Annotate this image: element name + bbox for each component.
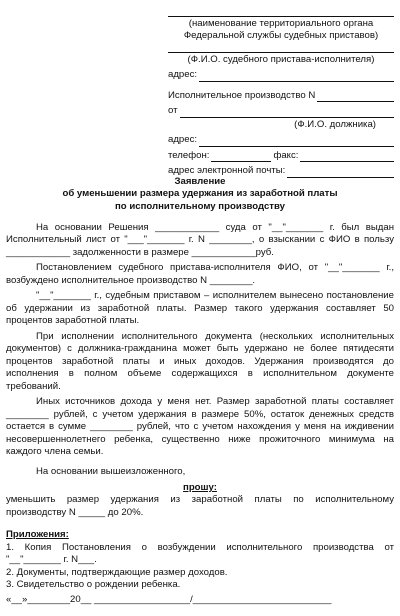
proceeding-label: Исполнительное производство N [168, 89, 316, 101]
phone-line [211, 151, 271, 162]
paragraph-withholding-order: "__"_______ г., судебным приставом – исполнителем вынесено постановление об удержании из заработной платы. Размер такого удержания составляет 50 процентов заработной платы. [6, 290, 394, 327]
paragraph-based-on: На основании вышеизложенного, [36, 466, 186, 478]
debtor-address-line [199, 136, 394, 147]
attachment-item: 1. Копия Постановления о возбуждении исполнительного производства от "__"_______ г. N___. [6, 541, 394, 566]
attachment-item: 3. Свидетельство о рождении ребенка. [6, 579, 181, 591]
addressee-block [168, 8, 394, 178]
request-heading: прошу: [183, 481, 217, 493]
address-label: адрес: [168, 69, 198, 81]
paragraph-request: уменьшить размер удержания из заработной платы по исполнительному производству N _____ до 20%. [6, 494, 394, 518]
org-caption: (наименование территориального органа Федеральной службы судебных приставов) [183, 18, 379, 42]
title-line-2: об уменьшении размера удержания из заработной платы [62, 188, 338, 200]
attachment-item: 2. Документы, подтверждающие размер доходов. [6, 566, 228, 578]
proceeding-row [168, 90, 394, 102]
debtor-name-line [180, 107, 394, 118]
email-label: адрес электронной почты: [168, 165, 286, 177]
address-line [199, 71, 394, 82]
debtor-caption: (Ф.И.О. должника) [294, 118, 376, 130]
bailiff-name-line [168, 44, 394, 53]
document-body [6, 222, 394, 592]
fax-line [300, 151, 394, 162]
from-row [168, 105, 394, 117]
phone-label: телефон: [168, 149, 210, 161]
title-line-3: по исполнительному производству [115, 200, 285, 212]
debtor-address-label: адрес: [168, 134, 198, 146]
paragraph-income: Иных источников дохода у меня нет. Размер заработной платы составляет ________ рублей, с учетом удержания в размере 50%, остаток денежных средств остается в сумме ________ рублей, что с учетом нахождения у меня на иждивении несовершеннолетнего ребенка, существенно ниже прожиточного минимума на каждого члена семьи. [6, 396, 394, 457]
proceeding-number-line [317, 91, 394, 102]
document-title [6, 176, 394, 213]
phone-fax-row [168, 150, 394, 162]
paragraph-proceeding: Постановлением судебного пристава-исполнителя ФИО, от "__"_______ г., возбуждено исполнительное производство N ________. [6, 262, 394, 286]
bailiff-address-row [168, 69, 394, 81]
org-name-line [168, 8, 394, 17]
debtor-address-row [168, 134, 394, 146]
signature-date-line: «__»________20__ __________________/__________________________ [6, 594, 332, 605]
attachments-heading: Приложения: [6, 529, 69, 541]
fax-label: факс: [273, 149, 299, 161]
paragraph-legal-limit: При исполнении исполнительного документа (нескольких исполнительных документов) с должника-гражданина может быть удержано не более пятидесяти процентов заработной платы и иных доходов. Удержания производятся до исполнения в полном объеме содержащихся в исполнительном документе требований. [6, 330, 394, 392]
title-line-1: Заявление [174, 176, 226, 187]
bailiff-caption: (Ф.И.О. судебного пристава-исполнителя) [187, 53, 375, 65]
from-label: от [168, 105, 178, 117]
paragraph-court-decision: На основании Решения ____________ суда от "__"_______ г. был выдан Исполнительный лист от "___"_______ г. N ________, о взыскании с ФИО в пользу ____________ задолженности в размере ____________руб. [6, 222, 394, 258]
